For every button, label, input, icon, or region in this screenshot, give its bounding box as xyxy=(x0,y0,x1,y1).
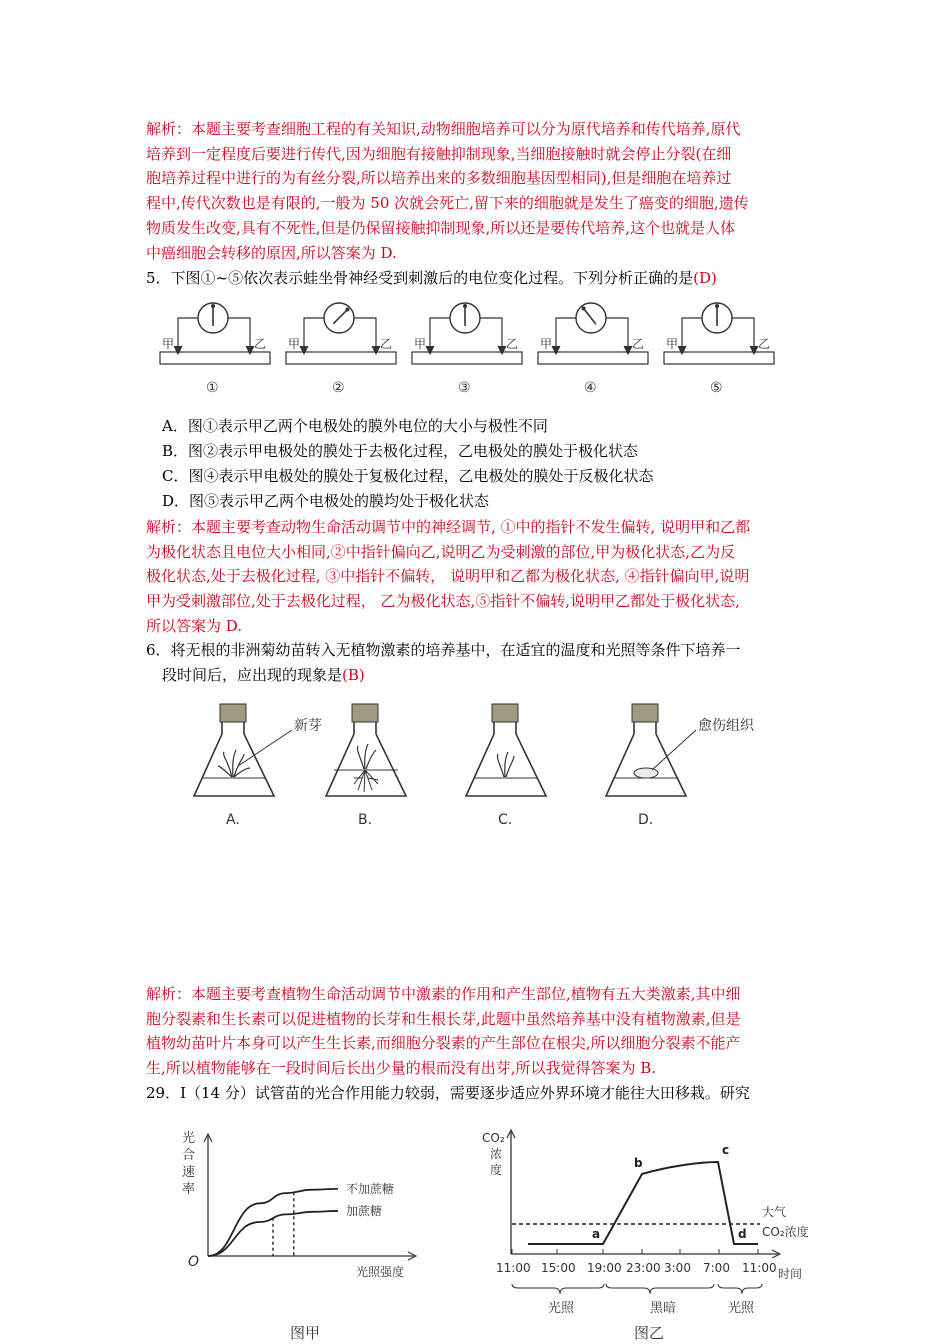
point-label-d: d xyxy=(738,1227,747,1241)
nerve-fiber xyxy=(538,352,648,364)
flask-d xyxy=(606,704,755,828)
figure-b-chart xyxy=(470,1120,820,1344)
flask-a xyxy=(194,704,322,828)
analysis-q6 xyxy=(146,982,808,1081)
x-tick-label: 15:00 xyxy=(541,1261,576,1275)
wire-right xyxy=(606,318,628,354)
panel-5 xyxy=(664,303,774,396)
svg-text:率: 率 xyxy=(182,1182,196,1197)
x-tick-label: 11:00 xyxy=(742,1261,777,1275)
fig-b-ylabel-top: CO₂ xyxy=(482,1131,505,1145)
panel-2 xyxy=(286,303,396,396)
analysis-line: 极化状态,处于去极化过程, ③中指针不偏转， 说明甲和乙都为极化状态, ④指针偏向甲,说明 xyxy=(146,567,750,586)
point-label-a: a xyxy=(592,1227,601,1241)
fig-b-ref-label-2: CO₂浓度 xyxy=(762,1225,809,1239)
wire-right xyxy=(732,318,754,354)
x-tick-label: 11:00 xyxy=(496,1261,531,1275)
fig-a-ylabel xyxy=(182,1130,195,1197)
point-label-b: b xyxy=(634,1156,643,1170)
nerve-fiber xyxy=(664,352,774,364)
wire-right xyxy=(480,318,502,354)
label-yi: 乙 xyxy=(254,337,267,351)
x-tick-label: 7:00 xyxy=(703,1261,730,1275)
fig-a-caption: 图甲 xyxy=(290,1324,321,1342)
needle-tip xyxy=(211,304,215,308)
figure-flasks xyxy=(180,700,780,832)
analysis-line: 植物幼苗叶片本身可以产生生长素,而细胞分裂素的产生部位在根尖,所以细胞分裂素不能产 xyxy=(146,1034,741,1053)
needle-tip xyxy=(715,304,719,308)
question-5-stem: 5．下图①~⑤依次表示蛙坐骨神经受到刺激后的电位变化过程。下列分析正确的是(D) xyxy=(146,269,717,287)
figure-a-chart xyxy=(172,1120,432,1344)
fig-b-caption: 图乙 xyxy=(634,1324,665,1342)
panel-number: ⑤ xyxy=(710,380,723,396)
analysis-line: 胞培养过程中进行的为有丝分裂,所以培养出来的多数细胞基因型相同),但是细胞在培养过 xyxy=(146,169,732,188)
nerve-fiber xyxy=(286,352,396,364)
wire-right xyxy=(354,318,376,354)
analysis-line: 解析：本题主要考查植物生命活动调节中激素的作用和产生部位,植物有五大类激素,其中细 xyxy=(146,985,741,1003)
point-label-c: c xyxy=(722,1143,730,1157)
label-jia: 甲 xyxy=(540,337,553,351)
flask-label-b: B. xyxy=(358,812,373,828)
analysis-line: 程中,传代次数也是有限的,一般为 50 次就会死亡,留下来的细胞就是发生了癌变的细胞,遗传 xyxy=(146,194,749,213)
question-29-stem: 29．I（14 分）试管苗的光合作用能力较弱，需要逐步适应外界环境才能往大田移栽。研究 xyxy=(146,1084,750,1102)
panel-number: ④ xyxy=(584,380,597,396)
analysis-line: 所以答案为 D. xyxy=(146,616,243,635)
label-jia: 甲 xyxy=(288,337,301,351)
analysis-line: 培养到一定程度后要进行传代,因为细胞有接触抑制现象,当细胞接触时就会停止分裂(在细 xyxy=(146,144,732,163)
fig-b-period-3: 光照 xyxy=(728,1301,755,1316)
analysis-line: 生,所以植物能够在一段时间后长出少量的根而没有出芽,所以我觉得答案为 B. xyxy=(146,1059,657,1078)
panel-number: ② xyxy=(332,380,345,396)
fig-b-period-1: 光照 xyxy=(548,1301,575,1316)
flask-label-a: A. xyxy=(226,812,240,828)
analysis-line: 解析：本题主要考查细胞工程的有关知识,动物细胞培养可以分为原代培养和传代培养,原代 xyxy=(146,120,741,138)
flask-label-d: D. xyxy=(638,812,654,828)
wire-right xyxy=(228,318,250,354)
analysis-line: 物质发生改变,具有不死性,但是仍保留接触抑制现象,所以还是要传代培养,这个也就是人体 xyxy=(146,218,736,237)
flask-label-c: C. xyxy=(498,812,513,828)
analysis-line: 中癌细胞会转移的原因,所以答案为 D. xyxy=(146,243,397,262)
question-6-stem: 6．将无根的非洲菊幼苗转入无植物激素的培养基中，在适宜的温度和光照等条件下培养一 段时间后，应出现的现象是(B) xyxy=(146,641,741,684)
needle-tip xyxy=(463,304,467,308)
label-yi: 乙 xyxy=(380,337,393,351)
svg-text:合: 合 xyxy=(182,1148,196,1163)
analysis-q4 xyxy=(146,117,808,265)
label-callus: 愈伤组织 xyxy=(698,718,754,734)
co2-curve xyxy=(528,1162,758,1244)
fig-b-ylabel: 度 xyxy=(490,1163,503,1177)
figure-galvanometer xyxy=(150,296,800,400)
analysis-q5 xyxy=(146,515,808,639)
flask-c xyxy=(466,704,546,828)
svg-text:速: 速 xyxy=(182,1165,196,1180)
fig-b-xlabel: 时间 xyxy=(778,1267,803,1281)
needle-tip xyxy=(582,307,586,311)
analysis-line: 为极化状态且电位大小相同,②中指针偏向乙,说明乙为受刺激的部位,甲为极化状态,乙为反 xyxy=(146,542,736,561)
panel-4 xyxy=(538,303,648,396)
label-yi: 乙 xyxy=(758,337,771,351)
analysis-line: 甲为受刺激部位,处于去极化过程， 乙为极化状态,⑤指针不偏转,说明甲乙都处于极化状态, xyxy=(146,592,740,611)
x-tick-label: 3:00 xyxy=(664,1261,691,1275)
svg-text:光: 光 xyxy=(182,1131,196,1146)
flask-b xyxy=(326,704,406,828)
label-yi: 乙 xyxy=(506,337,519,351)
nerve-fiber xyxy=(412,352,522,364)
needle-tip xyxy=(345,308,349,312)
panel-number: ③ xyxy=(458,380,471,396)
panel-3 xyxy=(412,303,522,396)
fig-a-origin: O xyxy=(188,1254,200,1270)
x-tick-label: 19:00 xyxy=(587,1261,622,1275)
fig-a-xlabel: 光照强度 xyxy=(356,1265,405,1279)
fig-b-ylabel: 浓 xyxy=(490,1147,503,1161)
analysis-line: 胞分裂素和生长素可以促进植物的长芽和生根长芽,此题中虽然培养基中没有植物激素,但是 xyxy=(146,1009,741,1028)
nerve-fiber xyxy=(160,352,270,364)
fig-b-period-2: 黑暗 xyxy=(650,1301,677,1316)
option-c: C．图④表示甲电极处的膜处于复极化过程，乙电极处的膜处于反极化状态 xyxy=(162,467,654,485)
panel-number: ① xyxy=(206,380,219,396)
label-jia: 甲 xyxy=(666,337,679,351)
x-tick-label: 23:00 xyxy=(626,1261,661,1275)
series-label-2: 加蔗糖 xyxy=(346,1203,383,1218)
panel-1 xyxy=(160,303,270,396)
label-new-bud: 新芽 xyxy=(294,718,322,734)
option-b: B．图②表示甲电极处的膜处于去极化过程，乙电极处的膜处于极化状态 xyxy=(162,442,639,460)
label-jia: 甲 xyxy=(162,337,175,351)
fig-b-ref-label-1: 大气 xyxy=(762,1205,787,1219)
answer-q5: (D) xyxy=(693,269,717,287)
analysis-line: 解析：本题主要考查动物生命活动调节中的神经调节, ①中的指针不发生偏转, 说明甲和乙都 xyxy=(146,518,751,536)
option-d: D．图⑤表示甲乙两个电极处的膜均处于极化状态 xyxy=(162,492,490,510)
series-label-1: 不加蔗糖 xyxy=(346,1181,395,1196)
answer-q6: (B) xyxy=(342,665,365,684)
label-jia: 甲 xyxy=(414,337,427,351)
option-a: A．图①表示甲乙两个电极处的膜外电位的大小与极性不同 xyxy=(162,417,548,435)
label-yi: 乙 xyxy=(632,337,645,351)
